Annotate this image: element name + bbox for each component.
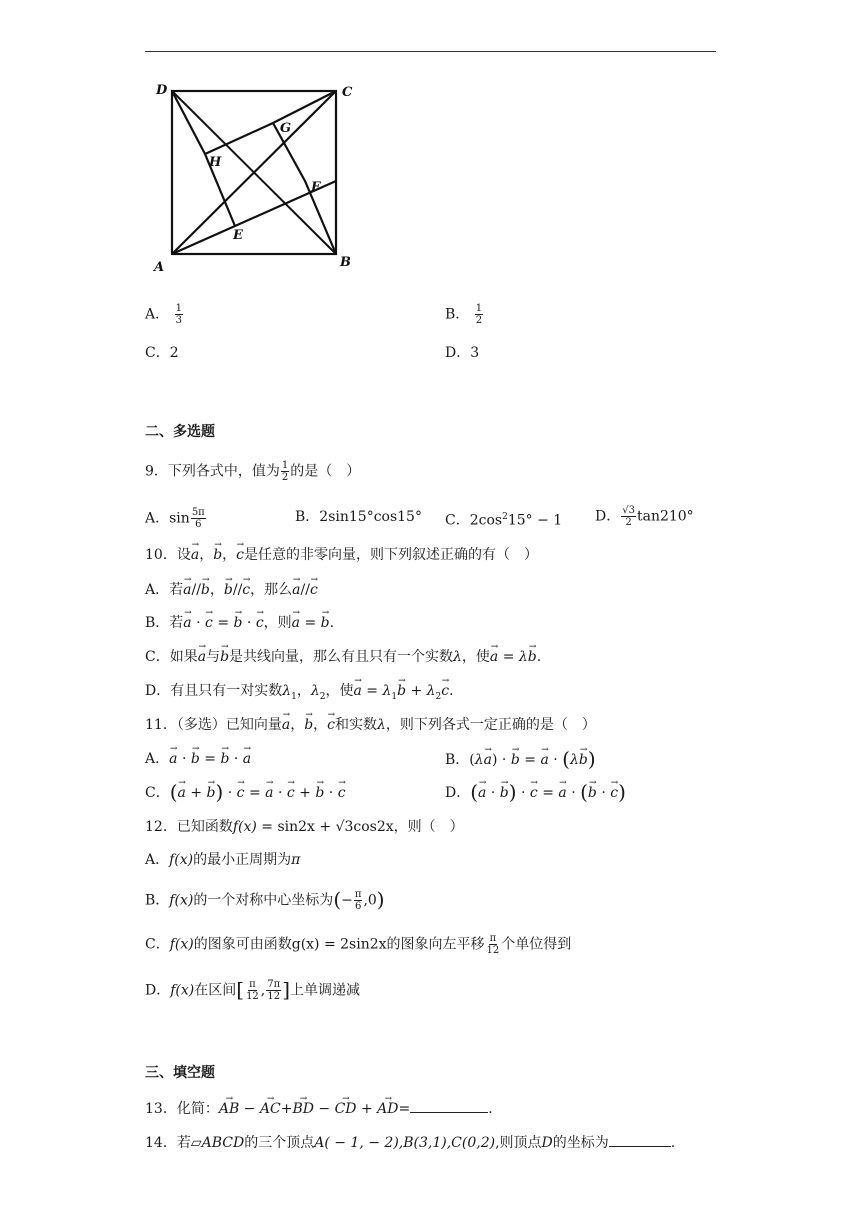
q11-option-c[interactable]: C．(→ a + → b) · → c = → a · → c + → b · → c	[145, 782, 346, 803]
text: ，则	[263, 615, 292, 631]
option-label: B．	[145, 892, 170, 909]
stem-text: 是任意的非零向量，则下列叙述正确的有（ ）	[244, 547, 538, 563]
vector-b: → b	[315, 783, 324, 803]
text: ，使	[461, 649, 490, 665]
option-label: A．	[145, 306, 170, 323]
vector-a: → a	[191, 545, 199, 565]
text: 的图象向左平移	[386, 936, 485, 953]
q9-option-c[interactable]	[445, 507, 562, 531]
vector-b: → b	[234, 613, 243, 633]
label-a: A	[154, 260, 165, 275]
vector-c: → c	[237, 783, 245, 803]
vector-b: → b	[588, 783, 597, 803]
text: 个单位得到	[501, 936, 572, 953]
option-label: A．	[145, 510, 170, 527]
point-d: D	[541, 1135, 553, 1151]
stem-text: 的三个顶点	[244, 1135, 315, 1151]
dot: ·	[227, 785, 233, 801]
vector-c: → c	[530, 783, 538, 803]
dot: ·	[246, 615, 252, 631]
stem-text: 设	[176, 547, 191, 563]
dot: ·	[601, 785, 606, 801]
dot: ·	[277, 785, 283, 801]
vector-bd: → BD	[292, 1099, 314, 1119]
q10-option-b[interactable]	[145, 613, 334, 633]
vector-b: → b	[397, 681, 406, 701]
vector-ad: → AD	[377, 1099, 398, 1119]
label-c: C	[342, 85, 353, 100]
question-number: 14．	[145, 1135, 177, 1151]
math-fn: sin	[169, 510, 190, 527]
lambda: λ	[453, 649, 462, 665]
text: 若	[169, 582, 184, 598]
lambda: λ	[382, 683, 392, 699]
q9-stem	[145, 460, 360, 483]
fraction	[245, 979, 260, 1002]
q11-stem	[145, 715, 596, 735]
numerator: 5π	[191, 507, 205, 518]
denominator: 2	[625, 517, 632, 528]
numerator: 7π	[267, 979, 281, 990]
stem-text: 下列各式中，值为	[167, 463, 280, 480]
subscript: 1	[291, 691, 297, 702]
q8-option-b[interactable]	[445, 303, 484, 326]
option-value: 2	[169, 345, 179, 361]
text: 的一个对称中心坐标为	[193, 892, 334, 909]
label-g: G	[280, 121, 292, 136]
quad-name: ABCD	[201, 1135, 245, 1151]
vector-ac: → AC	[260, 1099, 281, 1119]
stem-text: （多选）已知向量	[176, 717, 282, 733]
option-label: C．	[145, 649, 170, 665]
fraction	[354, 889, 363, 912]
subscript: 2	[319, 691, 326, 702]
option-label: D．	[445, 785, 471, 801]
vector-b: → b	[191, 749, 200, 769]
q11-option-a[interactable]	[145, 749, 251, 769]
dot: ·	[571, 785, 576, 801]
stem-text: 已知函数	[176, 819, 233, 835]
q13-stem: 13．化简：→ AB − → AC+→ BD − → CD + → AD= .	[145, 1098, 493, 1119]
option-label: B．	[145, 615, 170, 631]
fraction	[281, 460, 289, 483]
text: 的最小正周期为	[193, 852, 292, 868]
vector-c: → c	[205, 613, 213, 633]
denominator: 12	[246, 991, 259, 1002]
stem-text: ，则下列各式一定正确的是（ ）	[385, 717, 596, 733]
question-number: 10．	[145, 547, 177, 563]
option-label: A．	[145, 582, 170, 598]
option-value: 3	[470, 345, 480, 361]
math-expr: ,0	[363, 892, 377, 909]
dot: ·	[328, 785, 334, 801]
equals: =	[204, 751, 216, 767]
sep: ，	[296, 683, 311, 699]
vector-a: → a	[558, 783, 566, 803]
subscript: 2	[435, 691, 442, 702]
superscript: 2	[502, 512, 508, 522]
vector-a: → a	[183, 580, 191, 600]
equals: =	[248, 785, 261, 801]
text: 是共线向量，那么有且只有一个实数	[229, 649, 454, 665]
label-b: B	[340, 255, 351, 270]
option-label: C．	[145, 345, 170, 361]
lambda: λ	[310, 683, 320, 699]
label-h: H	[209, 155, 222, 170]
q11-option-d[interactable]: D．(→ a · → b) · → c = → a · (→ b · → c)	[445, 782, 626, 803]
vector-c: → c	[310, 580, 318, 600]
sep: ，	[222, 547, 237, 563]
option-label: A．	[145, 751, 170, 767]
lambda: λ	[474, 752, 484, 768]
stem-text: 和实数	[335, 717, 377, 733]
vector-b: → b	[511, 750, 520, 770]
lambda: λ	[518, 649, 528, 665]
text: 的图象可由函数	[193, 936, 292, 953]
vector-a: → a	[243, 749, 251, 769]
stem-text: ,则顶点	[495, 1135, 542, 1151]
vector-a: → a	[540, 750, 548, 770]
math-expr: = sin2x + √3cos2x	[256, 819, 394, 835]
subscript: 1	[391, 691, 398, 702]
option-label: A．	[145, 852, 170, 868]
parallel-sign: //	[300, 582, 310, 598]
option-label: D．	[145, 982, 171, 999]
equals: =	[542, 785, 554, 801]
numerator: 1	[175, 303, 182, 314]
fraction	[175, 303, 183, 326]
option-label: B．	[445, 306, 470, 323]
fraction	[486, 933, 501, 956]
q14-stem	[145, 1132, 675, 1153]
header-rule	[145, 51, 716, 52]
q9-option-a[interactable]	[145, 507, 207, 530]
vector-c: → c	[236, 545, 244, 565]
option-label: D．	[445, 345, 471, 361]
dot: ·	[521, 785, 526, 801]
question-number: 13．	[145, 1101, 177, 1117]
q12-option-b[interactable]: B．f(x)的一个对称中心坐标为(− $\frac{\pi}{6}$ ,0)	[145, 887, 385, 912]
equals: =	[217, 615, 230, 631]
points: A( − 1, − 2),B(3,1),C(0,2)	[314, 1135, 496, 1151]
denominator: 2	[475, 315, 483, 326]
q8-option-a[interactable]	[145, 303, 184, 326]
sep: ，	[199, 547, 214, 563]
q8-option-c[interactable]	[145, 343, 179, 363]
q12-stem	[145, 817, 464, 837]
equals: =	[524, 752, 536, 768]
option-label: D．	[145, 683, 171, 699]
denominator: 2	[281, 472, 289, 483]
vector-a: → a	[265, 783, 273, 803]
vector-a: → a	[478, 783, 486, 803]
vector-cd: → CD	[335, 1099, 357, 1119]
denominator: 3	[175, 315, 182, 326]
denominator: 6	[195, 519, 202, 530]
vector-b: → b	[201, 580, 210, 600]
vector-a: → a	[198, 647, 206, 667]
parallel-sign: //	[191, 582, 201, 598]
numerator: √3	[622, 505, 635, 516]
vector-b: → b	[220, 749, 229, 769]
stem-text: ，则（ ）	[393, 819, 464, 835]
math-expr: tan210°	[636, 508, 694, 525]
denominator: 6	[354, 901, 362, 912]
equals: =	[366, 683, 378, 699]
vector-a: → a	[490, 647, 498, 667]
function-f: f(x)	[169, 892, 194, 909]
math-expr: 2cos	[469, 512, 503, 529]
text: ，那么	[250, 582, 293, 598]
vector-b: → b	[207, 783, 216, 803]
denominator: 12	[267, 991, 281, 1002]
question-number: 11．	[145, 717, 177, 733]
fraction	[475, 303, 483, 326]
q10-option-c[interactable]	[145, 647, 541, 667]
period: .	[670, 1135, 676, 1151]
fraction	[191, 507, 206, 530]
option-label: C．	[145, 936, 170, 953]
answer-blank[interactable]	[609, 1132, 671, 1147]
q8-option-d[interactable]	[445, 343, 479, 363]
section-title-multi-choice: 二、多选题	[145, 424, 215, 440]
option-label: D．	[595, 508, 621, 525]
vector-b: → b	[528, 647, 537, 667]
text: 如果	[169, 649, 198, 665]
stem-text: 的坐标为	[552, 1135, 609, 1151]
period: .	[449, 683, 454, 699]
vector-c: → c	[327, 715, 335, 735]
dot: ·	[501, 752, 507, 768]
option-label: B．	[295, 509, 320, 525]
question-number: 12．	[145, 819, 177, 835]
fraction	[266, 979, 281, 1002]
question-number: 9．	[145, 463, 168, 480]
vector-a: → a	[292, 580, 300, 600]
dot: ·	[181, 751, 187, 767]
answer-blank[interactable]	[410, 1098, 488, 1113]
text: ，使	[325, 683, 354, 699]
period: .	[536, 649, 542, 665]
plus: +	[406, 683, 427, 699]
vector-c: → c	[610, 783, 618, 803]
text: 有且只有一对实数	[170, 683, 283, 699]
vector-c: → c	[441, 681, 449, 701]
q11-option-b[interactable]: B．(λ→ a) · → b = → a · (λ→ b)	[445, 749, 596, 770]
section-title-fill-in: 三、填空题	[145, 1065, 215, 1081]
vector-a: → a	[169, 749, 177, 769]
stem-text: 的是（ ）	[290, 463, 361, 480]
q9-option-b[interactable]	[295, 507, 422, 527]
text: 上单调递减	[290, 982, 360, 999]
numerator: 1	[281, 460, 289, 471]
function-f: f(x)	[232, 819, 257, 835]
lambda: λ	[569, 752, 579, 768]
plus: +	[294, 785, 316, 801]
numerator: π	[489, 933, 497, 944]
math-expr: 15° − 1	[507, 512, 563, 529]
vector-a: → a	[183, 613, 191, 633]
vector-c: → c	[256, 613, 264, 633]
option-label: C．	[445, 512, 470, 529]
dot: ·	[233, 751, 239, 767]
pi: π	[291, 852, 301, 868]
parallel-sign: //	[232, 582, 243, 598]
plus: +	[185, 785, 207, 801]
vector-b: → b	[224, 580, 233, 600]
text: 在区间	[194, 982, 237, 999]
vector-b: → b	[321, 613, 330, 633]
vector-ab: → AB	[219, 1099, 239, 1119]
lambda: λ	[426, 683, 436, 699]
function-f: f(x)	[169, 852, 194, 868]
option-label: B．	[445, 752, 470, 768]
numerator: π	[249, 979, 256, 990]
vector-a: → a	[353, 681, 361, 701]
sep: ，	[290, 717, 305, 733]
math-expr: g(x) = 2sin2x	[291, 936, 387, 953]
dot: ·	[490, 785, 496, 801]
fraction	[621, 505, 636, 528]
geometry-figure	[150, 78, 360, 278]
q12-option-c[interactable]	[145, 933, 571, 956]
lambda: λ	[282, 683, 292, 699]
text: 若	[169, 615, 184, 631]
numerator: 1	[475, 303, 483, 314]
q12-option-a[interactable]	[145, 850, 300, 870]
equals: =	[398, 1101, 411, 1117]
vector-c: → c	[338, 783, 346, 803]
vector-b: → b	[579, 750, 588, 770]
vector-a: → a	[282, 715, 290, 735]
vector-b: → b	[500, 783, 509, 803]
vector-a: → a	[178, 783, 186, 803]
sep: ，	[313, 717, 328, 733]
vector-b: → b	[304, 715, 313, 735]
function-f: f(x)	[169, 936, 194, 953]
dot: ·	[196, 615, 201, 631]
lambda: λ	[377, 717, 386, 733]
vector-a: → a	[484, 750, 492, 770]
q9-option-d[interactable]	[595, 505, 694, 528]
vector-a: → a	[292, 613, 300, 633]
q10-option-d[interactable]	[145, 681, 454, 707]
dot: ·	[553, 752, 558, 768]
denominator: 12	[486, 945, 500, 956]
equals: =	[304, 615, 317, 631]
stem-text: 若▱	[176, 1135, 202, 1151]
label-d: D	[156, 83, 168, 98]
math-expr: 2sin15°cos15°	[319, 509, 422, 525]
label-f: F	[311, 180, 321, 195]
vector-b: → b	[213, 545, 222, 565]
option-label: C．	[145, 785, 170, 801]
vector-b: → b	[220, 647, 229, 667]
q10-option-a[interactable]	[145, 580, 318, 600]
minus: −	[341, 892, 353, 909]
vector-c: → c	[287, 783, 295, 803]
text: 与	[206, 649, 221, 665]
stem-text: 化简：	[176, 1101, 219, 1117]
period: .	[329, 615, 335, 631]
vector-c: → c	[242, 580, 250, 600]
q10-stem	[145, 545, 538, 565]
q12-option-d[interactable]: D．f(x)在区间[ $\frac{\pi}{12}$ , $\frac{7\pi}{12}$ ]上单调递减	[145, 977, 360, 1002]
numerator: π	[354, 889, 362, 900]
sep: ，	[209, 582, 224, 598]
label-e: E	[233, 228, 243, 243]
equals: =	[502, 649, 515, 665]
period: .	[488, 1101, 493, 1117]
function-f: f(x)	[170, 982, 195, 999]
